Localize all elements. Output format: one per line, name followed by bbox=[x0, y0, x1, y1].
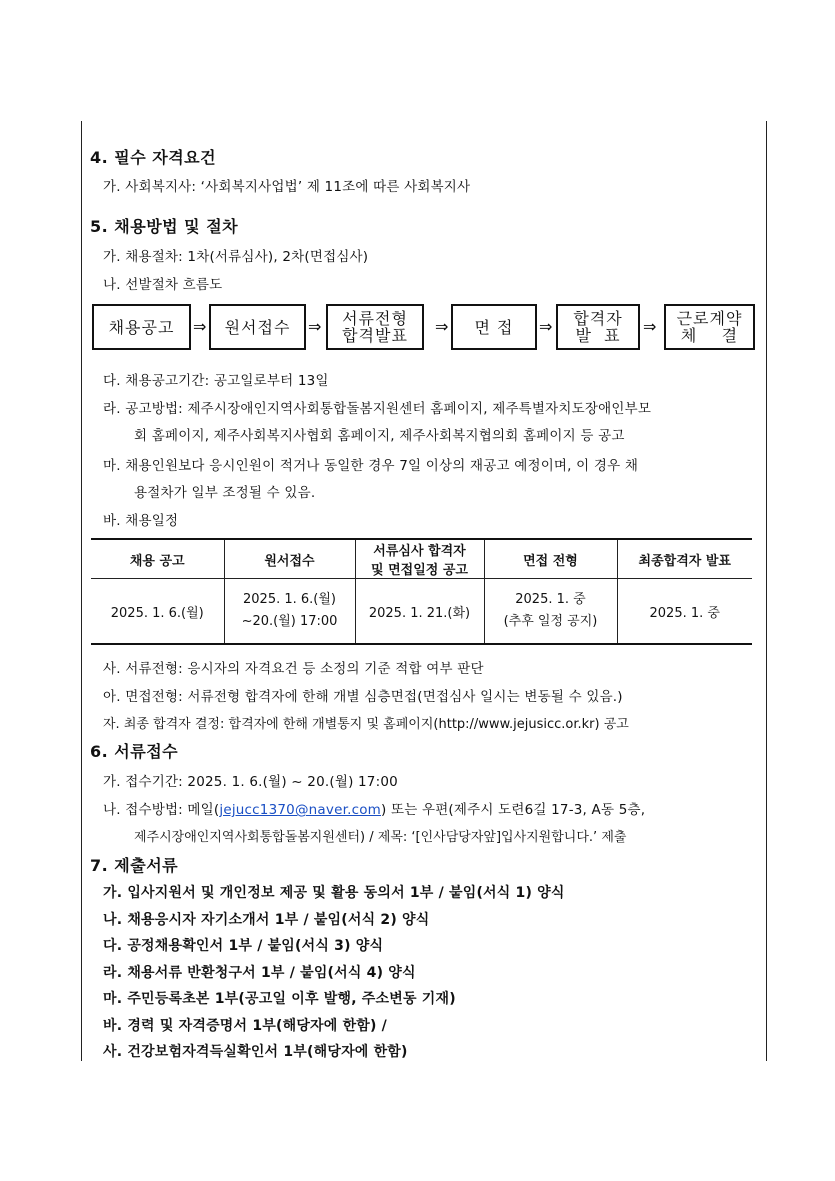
flow-arrow-icon: ⇒ bbox=[193, 317, 207, 336]
s5-item-da: 다. 채용공고기간: 공고일로부터 13일 bbox=[103, 373, 329, 389]
s6-item-ga: 가. 접수기간: 2025. 1. 6.(월) ~ 20.(월) 17:00 bbox=[103, 774, 398, 790]
flow-step-contract: 근로계약 체 결 bbox=[664, 304, 755, 350]
s7-item: 가. 입사지원서 및 개인정보 제공 및 활용 동의서 1부 / 붙임(서식 1) 양식 bbox=[103, 885, 565, 901]
table-header-row bbox=[91, 539, 752, 579]
flow-step-announcement: 채용공고 bbox=[92, 304, 191, 350]
s5-item-ba: 바. 채용일정 bbox=[103, 513, 179, 529]
s6-item-na-cont: 제주시장애인지역사회통합돌봄지원센터) / 제목: ‘[인사담당자앞]입사지원합니다.’ 제출 bbox=[134, 830, 627, 845]
section-5-heading: 5. 채용방법 및 절차 bbox=[90, 217, 239, 236]
s5-item-a: 아. 면접전형: 서류전형 합격자에 한해 개별 심층면접(면접심사 일시는 변동될 수 있음.) bbox=[103, 689, 623, 705]
selection-flow-chart bbox=[91, 304, 756, 354]
s4-item-ga: 가. 사회복지사: ‘사회복지사업법’ 제 11조에 따른 사회복지사 bbox=[103, 179, 471, 195]
s7-item: 라. 채용서류 반환청구서 1부 / 붙임(서식 4) 양식 bbox=[103, 965, 416, 981]
th-interview: 면접 전형 bbox=[484, 539, 617, 579]
section-4-heading: 4. 필수 자격요건 bbox=[90, 148, 217, 167]
td-application: 2025. 1. 6.(월) ~20.(월) 17:00 bbox=[224, 579, 355, 645]
section-6-heading: 6. 서류접수 bbox=[90, 742, 179, 761]
th-final: 최종합격자 발표 bbox=[617, 539, 752, 579]
section-7-heading: 7. 제출서류 bbox=[90, 856, 179, 875]
td-announcement: 2025. 1. 6.(월) bbox=[110, 605, 204, 621]
flow-arrow-icon: ⇒ bbox=[539, 317, 553, 336]
email-link[interactable]: jejucc1370@naver.com bbox=[219, 802, 382, 818]
s7-item: 사. 건강보험자격득실확인서 1부(해당자에 한함) bbox=[103, 1044, 408, 1060]
td-screening: 2025. 1. 21.(화) bbox=[355, 579, 484, 645]
s5-item-ra-cont: 회 홈페이지, 제주사회복지사협회 홈페이지, 제주사회복지협의회 홈페이지 등 공고 bbox=[134, 428, 625, 444]
flow-arrow-icon: ⇒ bbox=[643, 317, 657, 336]
flow-step-final-announcement: 합격자 발 표 bbox=[556, 304, 640, 350]
th-application: 원서접수 bbox=[224, 539, 355, 579]
s6-item-na: 나. 접수방법: 메일(jejucc1370@naver.com) 또는 우편(제주시 도련6길 17-3, A동 5층, bbox=[103, 802, 646, 818]
td-interview: 2025. 1. 중 (추후 일정 공지) bbox=[484, 579, 617, 645]
flow-step-interview: 면 접 bbox=[451, 304, 537, 350]
flow-step-application: 원서접수 bbox=[209, 304, 306, 350]
s5-item-ma: 마. 채용인원보다 응시인원이 적거나 동일한 경우 7일 이상의 재공고 예정이며, 이 경우 채 bbox=[103, 458, 639, 474]
flow-arrow-icon: ⇒ bbox=[308, 317, 322, 336]
th-screening: 서류심사 합격자 및 면접일정 공고 bbox=[355, 539, 484, 579]
s5-item-sa: 사. 서류전형: 응시자의 자격요건 등 소정의 기준 적합 여부 판단 bbox=[103, 661, 484, 677]
s7-item: 나. 채용응시자 자기소개서 1부 / 붙임(서식 2) 양식 bbox=[103, 912, 430, 928]
flow-arrow-icon: ⇒ bbox=[435, 317, 449, 336]
schedule-table bbox=[91, 538, 752, 645]
flow-step-document-screening: 서류전형 합격발표 bbox=[326, 304, 424, 350]
s7-item: 다. 공정채용확인서 1부 / 붙임(서식 3) 양식 bbox=[103, 938, 384, 954]
s5-item-ga: 가. 채용절차: 1차(서류심사), 2차(면접심사) bbox=[103, 249, 369, 265]
table-row bbox=[91, 579, 752, 645]
s5-item-ra: 라. 공고방법: 제주시장애인지역사회통합돌봄지원센터 홈페이지, 제주특별자치도장애인부모 bbox=[103, 401, 652, 417]
td-final: 2025. 1. 중 bbox=[617, 579, 752, 645]
s5-item-ma-cont: 용절차가 일부 조정될 수 있음. bbox=[134, 485, 316, 501]
th-announcement: 채용 공고 bbox=[91, 539, 224, 579]
s5-item-ja: 자. 최종 합격자 결정: 합격자에 한해 개별통지 및 홈페이지(http://www.jejusicc.or.kr) 공고 bbox=[103, 717, 629, 732]
s7-item: 바. 경력 및 자격증명서 1부(해당자에 한함) / bbox=[103, 1018, 387, 1034]
s7-item: 마. 주민등록초본 1부(공고일 이후 발행, 주소변동 기재) bbox=[103, 991, 456, 1007]
s5-item-na: 나. 선발절차 흐름도 bbox=[103, 277, 223, 293]
